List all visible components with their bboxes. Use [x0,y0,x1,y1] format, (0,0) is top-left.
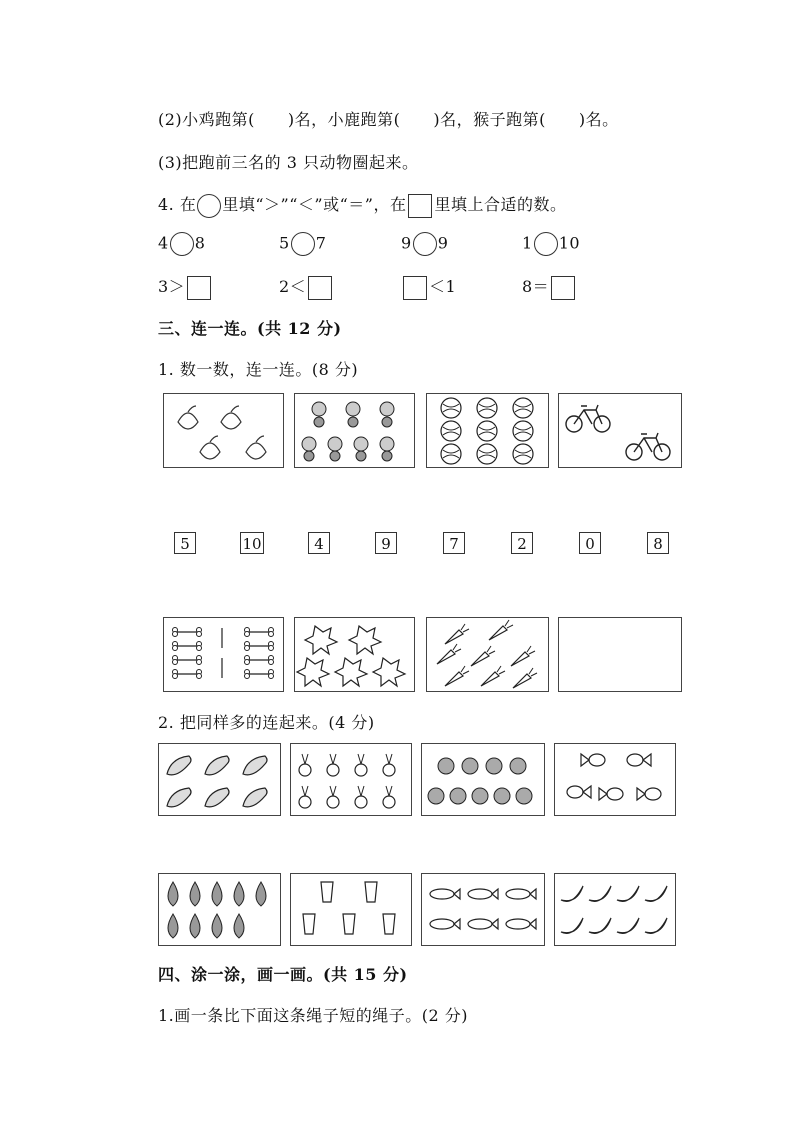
ball-icon [427,394,547,466]
compare-circle[interactable] [291,232,315,256]
number-box[interactable]: 4 [308,532,330,554]
carrot-icon [427,618,547,690]
fill-item-4: 8＝ [522,274,577,300]
fill-item-2: 2＜ [279,274,334,300]
number-box[interactable]: 0 [579,532,601,554]
compare-item-4: 1 10 [522,232,580,256]
fill-square[interactable] [308,276,332,300]
bicycle-icon [559,394,680,466]
eggplant-icon [159,744,279,814]
banana-icon [555,874,674,944]
square-blank-icon [408,194,432,218]
picture-box-pears[interactable] [158,873,281,946]
picture-box-bananas[interactable] [554,873,676,946]
q4-prefix: 4. 在 [158,195,197,214]
fill-item-1: 3＞ [158,274,213,300]
circle-blank-icon [197,194,221,218]
picture-box-balls[interactable] [426,393,549,468]
strawberry-icon [422,744,543,814]
compare-item-2: 5 7 [279,232,326,256]
picture-box-bones[interactable] [163,617,284,692]
number-box[interactable]: 2 [511,532,533,554]
compare-circle[interactable] [534,232,558,256]
compare-item-3: 9 9 [401,232,448,256]
compare-item-1: 4 8 [158,232,205,256]
picture-box-radishes[interactable] [290,743,412,816]
picture-box-leaves[interactable] [294,617,415,692]
question-4-line [158,192,566,218]
picture-box-glasses[interactable] [290,873,412,946]
section-4-question-1: 1.画一条比下面这条绳子短的绳子。(2 分) [158,1006,469,1025]
picture-box-empty[interactable] [558,617,682,692]
section-3-question-2: 2. 把同样多的连起来。(4 分) [158,713,375,732]
fill-square[interactable] [403,276,427,300]
fish-icon [422,874,543,944]
goldfish-icon [555,744,674,814]
bone-icon [164,618,282,690]
picture-box-peaches[interactable] [163,393,284,468]
leaf-icon [295,618,413,690]
fill-square[interactable] [187,276,211,300]
compare-circle[interactable] [170,232,194,256]
picture-box-goldfish[interactable] [554,743,676,816]
monkey-icon [295,394,413,466]
picture-box-carrots[interactable] [426,617,549,692]
glass-icon [291,874,410,944]
number-box[interactable]: 9 [375,532,397,554]
fill-item-3: ＜1 [401,274,456,300]
radish-icon [291,744,410,814]
question-2-line: (2)小鸡跑第( )名，小鹿跑第( )名，猴子跑第( )名。 [158,110,619,129]
number-box[interactable]: 7 [443,532,465,554]
number-box[interactable]: 10 [240,532,264,554]
section-3-question-1: 1. 数一数，连一连。(8 分) [158,360,359,379]
section-4-heading: 四、涂一涂，画一画。(共 15 分) [158,965,408,984]
peach-icon [164,394,282,466]
q4-suffix: 里填上合适的数。 [434,195,567,214]
number-box[interactable]: 8 [647,532,669,554]
question-3-line: (3)把跑前三名的 3 只动物圈起来。 [158,153,419,172]
number-box[interactable]: 5 [174,532,196,554]
compare-circle[interactable] [413,232,437,256]
section-3-heading: 三、连一连。(共 12 分) [158,319,342,338]
picture-box-fish[interactable] [421,873,545,946]
picture-box-monkeys[interactable] [294,393,415,468]
pear-icon [159,874,279,944]
picture-box-eggplants[interactable] [158,743,281,816]
picture-box-bicycles[interactable] [558,393,682,468]
fill-square[interactable] [551,276,575,300]
q4-mid: 里填“＞”“＜”或“＝”，在 [222,195,407,214]
picture-box-strawberries[interactable] [421,743,545,816]
